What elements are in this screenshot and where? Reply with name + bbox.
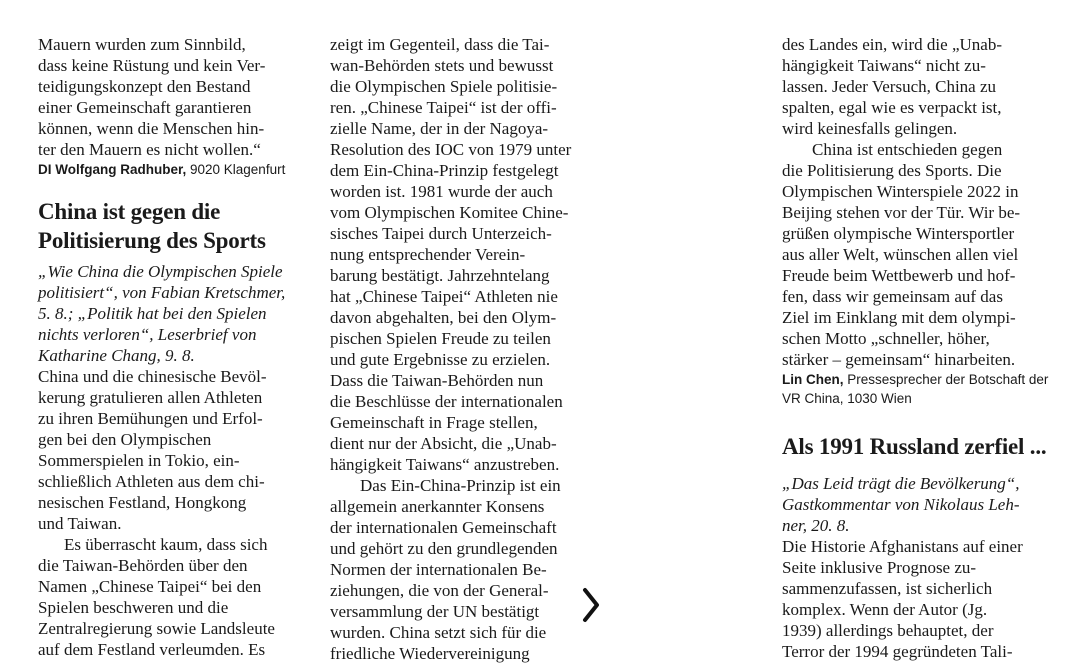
text-line: stärker – gemeinsam“ hinarbeiten.	[782, 350, 1016, 369]
letter-column-3	[782, 34, 1054, 662]
text-line: Seite inklusive Prognose zu-	[782, 558, 977, 577]
text-line: schen Motto „schneller, höher,	[782, 329, 990, 348]
letter-2-body-paragraph-3	[330, 34, 600, 475]
text-line: die Politisierung des Sports. Die	[782, 161, 1002, 180]
text-line: Olympischen Winterspiele 2022 in	[782, 182, 1019, 201]
text-line: pischen Spielen Freude zu teilen	[330, 329, 551, 348]
text-line: Normen der internationalen Be-	[330, 560, 547, 579]
text-line: zu ihren Bemühungen und Erfol-	[38, 409, 263, 428]
text-line: zeigt im Gegenteil, dass die Tai-	[330, 35, 550, 54]
text-line: hängigkeit Taiwans“ nicht zu-	[782, 56, 986, 75]
text-line: Dass die Taiwan-Behörden nun	[330, 371, 544, 390]
text-line: fen, dass wir gemeinsam auf das	[782, 287, 1003, 306]
text-line: die Taiwan-Behörden über den	[38, 556, 248, 575]
letter-1-closing-text	[38, 34, 308, 160]
text-line: Spielen beschweren und die	[38, 598, 229, 617]
letter-2-reference	[38, 261, 308, 366]
next-page-button[interactable]	[574, 582, 608, 628]
author-title: Pressesprecher der Botschaft der	[843, 372, 1049, 387]
text-line: Es überrascht kaum, dass sich	[64, 535, 268, 554]
text-line: Katharine Chang, 9. 8.	[38, 346, 195, 365]
letter-2-headline	[38, 197, 308, 255]
headline-line: Politisierung des Sports	[38, 228, 266, 253]
text-line: barung bestätigt. Jahrzehntelang	[330, 266, 550, 285]
text-line: Zentralregierung sowie Landsleute	[38, 619, 275, 638]
text-line: ner, 20. 8.	[782, 516, 850, 535]
text-line: des Landes ein, wird die „Unab-	[782, 35, 1002, 54]
text-line: Mauern wurden zum Sinnbild,	[38, 35, 246, 54]
text-line: nung entsprechender Verein-	[330, 245, 526, 264]
text-line: ren. „Chinese Taipei“ ist der offi-	[330, 98, 557, 117]
text-line: Gemeinschaft in Frage stellen,	[330, 413, 538, 432]
text-line: nesischen Festland, Hongkong	[38, 493, 247, 512]
text-line: die Olympischen Spiele politisie-	[330, 77, 558, 96]
text-line: hat „Chinese Taipei“ Athleten nie	[330, 287, 558, 306]
text-line: hängigkeit Taiwans“ anzustreben.	[330, 455, 560, 474]
letter-3-headline	[782, 432, 1054, 461]
author-place: VR China, 1030 Wien	[782, 391, 912, 406]
headline-line: Als 1991 Russland zerfiel ...	[782, 434, 1047, 459]
text-line: Terror der 1994 gegründeten Tali-	[782, 642, 1013, 661]
text-line: nichts verloren“, Leserbrief von	[38, 325, 257, 344]
text-line: und Taiwan.	[38, 514, 122, 533]
text-line: vom Olympischen Komitee Chine-	[330, 203, 569, 222]
author-place: 9020 Klagenfurt	[186, 162, 286, 177]
text-line: politisiert“, von Fabian Kretschmer,	[38, 283, 286, 302]
text-line: 1939) allerdings behauptet, der	[782, 621, 994, 640]
letter-2-body-paragraph-1	[38, 366, 308, 534]
text-line: wurden. China setzt sich für die	[330, 623, 547, 642]
text-line: Sommerspielen in Tokio, ein-	[38, 451, 240, 470]
letter-column-1	[38, 34, 308, 660]
text-line: aus aller Welt, wünschen allen viel	[782, 245, 1019, 264]
text-line: komplex. Wenn der Autor (Jg.	[782, 600, 988, 619]
text-line: Die Historie Afghanistans auf einer	[782, 537, 1023, 556]
text-line: schließlich Athleten aus dem chi-	[38, 472, 265, 491]
text-line: dem Ein-China-Prinzip festgelegt	[330, 161, 559, 180]
text-line: und gehört zu den grundlegenden	[330, 539, 558, 558]
text-line: ziehungen, die von der General-	[330, 581, 549, 600]
letter-3-body-paragraph-1	[782, 536, 1054, 662]
letter-2-body-paragraph-4	[330, 475, 600, 664]
text-line: davon abgehalten, bei den Olym-	[330, 308, 557, 327]
letter-column-2	[330, 34, 600, 664]
text-line: grüßen olympische Wintersportler	[782, 224, 1015, 243]
text-line: Beijing stehen vor der Tür. Wir be-	[782, 203, 1021, 222]
chevron-right-icon	[581, 587, 601, 623]
text-line: Namen „Chinese Taipei“ bei den	[38, 577, 262, 596]
text-line: dient nur der Absicht, die „Unab-	[330, 434, 557, 453]
text-line: Das Ein-China-Prinzip ist ein	[360, 476, 561, 495]
letter-3-reference	[782, 473, 1054, 536]
text-line: kerung gratulieren allen Athleten	[38, 388, 263, 407]
text-line: ter den Mauern es nicht wollen.“	[38, 140, 261, 159]
letter-2-body-paragraph-2	[38, 534, 308, 660]
text-line: wird keinesfalls gelingen.	[782, 119, 958, 138]
text-line: „Wie China die Olympischen Spiele	[38, 262, 283, 281]
text-line: teidigungskonzept den Bestand	[38, 77, 251, 96]
text-line: China und die chinesische Bevöl-	[38, 367, 267, 386]
text-line: China ist entschieden gegen	[812, 140, 1003, 159]
text-line: und gute Ergebnisse zu erzielen.	[330, 350, 551, 369]
text-line: auf dem Festland verleumden. Es	[38, 640, 266, 659]
text-line: können, wenn die Menschen hin-	[38, 119, 265, 138]
text-line: 5. 8.; „Politik hat bei den Spielen	[38, 304, 267, 323]
text-line: spalten, egal wie es verpackt ist,	[782, 98, 1002, 117]
text-line: der internationalen Gemeinschaft	[330, 518, 557, 537]
text-line: sisches Taipei durch Unterzeich-	[330, 224, 552, 243]
letter-2-body-paragraph-5	[782, 34, 1054, 139]
letter-2-body-paragraph-6	[782, 139, 1054, 370]
text-line: Ziel im Einklang mit dem olympi-	[782, 308, 1016, 327]
headline-line: China ist gegen die	[38, 199, 221, 224]
text-line: die Beschlüsse der internationalen	[330, 392, 563, 411]
text-line: einer Gemeinschaft garantieren	[38, 98, 252, 117]
text-line: friedliche Wiedervereinigung	[330, 644, 530, 663]
text-line: Freude beim Wettbewerb und hof-	[782, 266, 1016, 285]
text-line: lassen. Jeder Versuch, China zu	[782, 77, 997, 96]
author-name: DI Wolfgang Radhuber,	[38, 162, 187, 177]
text-line: sammenzufassen, ist sicherlich	[782, 579, 993, 598]
text-line: versammlung der UN bestätigt	[330, 602, 540, 621]
author-name: Lin Chen,	[782, 372, 844, 387]
text-line: wan-Behörden stets und bewusst	[330, 56, 554, 75]
text-line: Gastkommentar von Nikolaus Leh-	[782, 495, 1020, 514]
letter-2-signature	[782, 370, 1054, 408]
text-line: allgemein anerkannter Konsens	[330, 497, 545, 516]
text-line: gen bei den Olympischen	[38, 430, 212, 449]
text-line: Resolution des IOC von 1979 unter	[330, 140, 572, 159]
text-line: dass keine Rüstung und kein Ver-	[38, 56, 266, 75]
text-line: „Das Leid trägt die Bevölkerung“,	[782, 474, 1020, 493]
text-line: zielle Name, der in der Nagoya-	[330, 119, 549, 138]
letter-1-signature	[38, 160, 308, 179]
text-line: worden ist. 1981 wurde der auch	[330, 182, 553, 201]
